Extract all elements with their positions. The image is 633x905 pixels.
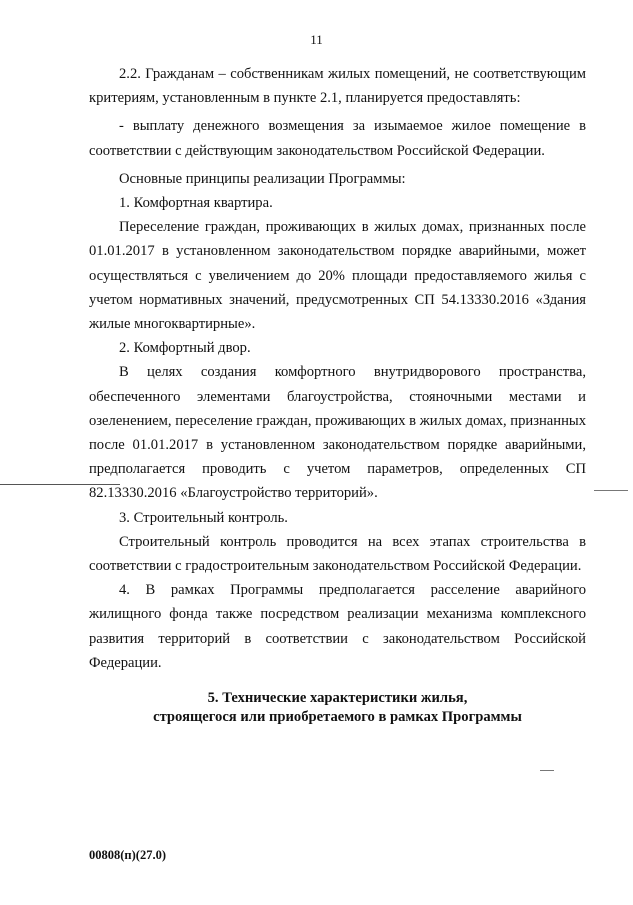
principle-3-text: Строительный контроль проводится на всех этапах строительства в соответствии с градостроительным законодательством Российской Федерации. — [89, 533, 586, 575]
principle-1-title: 1. Комфортная квартира. — [119, 195, 273, 212]
scan-strike-line — [0, 484, 120, 485]
scan-mark — [540, 770, 554, 771]
paragraph-4: 4. В рамках Программы предполагается расселение аварийного жилищного фонда также посредством реализации механизма комплексного развития территорий в соответствии с законодательством Российской Федерации. — [89, 582, 586, 671]
section-heading — [89, 689, 586, 727]
section-heading-line2: строящегося или приобретаемого в рамках Программы — [153, 709, 522, 726]
paragraph-compensation: - выплату денежного возмещения за изымаемое жилое помещение в соответствии с действующим законодательством Российской Федерации. — [89, 118, 586, 159]
document-body — [89, 62, 586, 727]
paragraph-2-2: 2.2. Гражданам – собственникам жилых помещений, не соответствующим критериям, установленным в пункте 2.1, планируется предоставлять: — [89, 66, 586, 107]
section-heading-line1: 5. Технические характеристики жилья, — [207, 690, 468, 707]
scan-mark — [594, 490, 628, 491]
principles-intro: Основные принципы реализации Программы: — [119, 170, 406, 187]
principle-2-title: 2. Комфортный двор. — [119, 340, 251, 357]
principle-2-text: В целях создания комфортного внутридворового пространства, обеспеченного элементами благоустройства, стояночными местами и озеленением, переселение граждан, проживающих в жилых домах, признанных после 01.01.2017 в установленном законодательством порядке аварийными, предполагается проводить с учетом параметров, определенных СП 82.13330.2016 «Благоустройство территорий». — [89, 364, 586, 502]
document-code: 00808(п)(27.0) — [89, 848, 166, 862]
page-number: 11 — [310, 32, 323, 47]
principle-3-title: 3. Строительный контроль. — [119, 509, 288, 526]
principle-1-text: Переселение граждан, проживающих в жилых домах, признанных после 01.01.2017 в установленном законодательством порядке аварийными, может осуществляться с увеличением до 20% площади предоставляемого жилья с учетом нормативных значений, предусмотренных СП 54.13330.2016 «Здания жилые многоквартирные». — [89, 219, 586, 333]
